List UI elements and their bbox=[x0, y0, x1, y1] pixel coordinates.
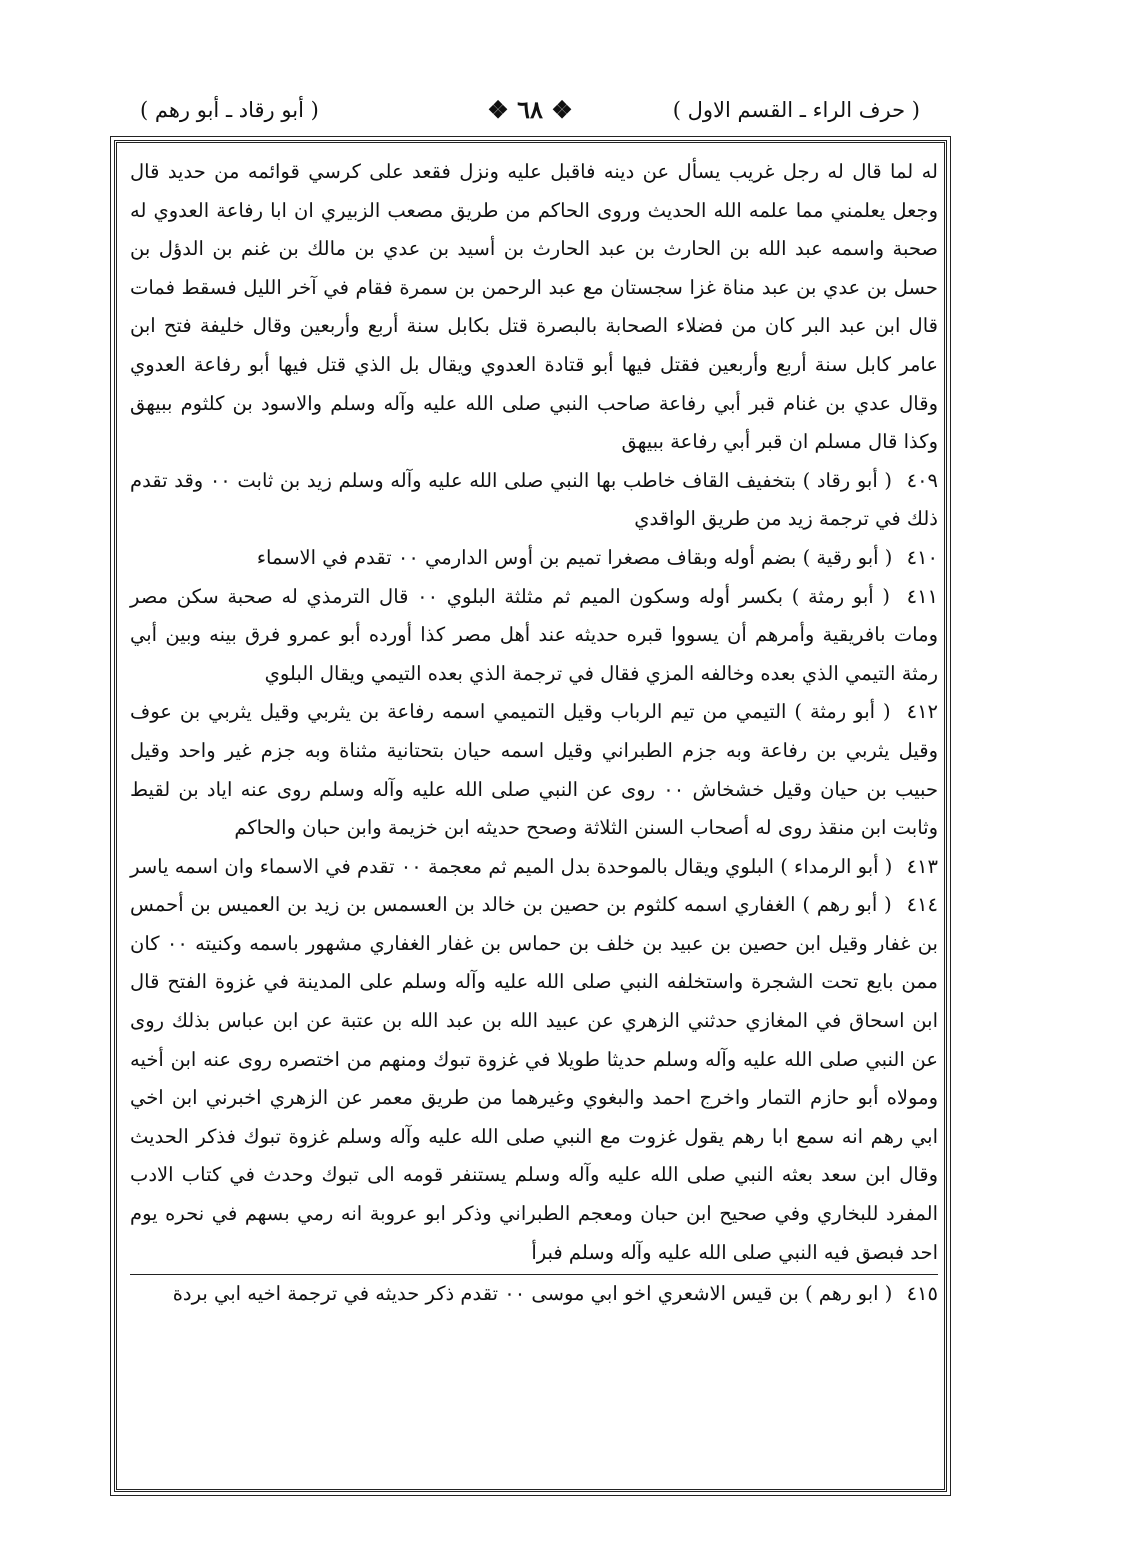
entry-number: ٤١٤ bbox=[906, 893, 938, 917]
entry-414 bbox=[130, 886, 938, 1272]
page-number: ❖ ٦٨ ❖ bbox=[487, 95, 573, 124]
continuation-paragraph: له لما قال له رجل غريب يسأل عن دينه فاقبل عليه ونزل فقعد على كرسي قوائمه من حديد قال وجعل يعلمني مما علمه الله الحديث وروى الحاكم من طريق مصعب الزبيري ان ابا رفاعة العدوي له صحبة واسمه عبد الله بن الحارث بن عبد الحارث بن أسيد بن عدي بن مالك بن غنم بن الدؤل بن حسل بن عدي بن عبد مناة غزا سجستان مع عبد الرحمن بن سمرة فقام في آخر الليل فسقط فمات قال ابن عبد البر كان من فضلاء الصحابة بالبصرة قتل بكابل سنة أربع وأربعين وقال خليفة فتح ابن عامر كابل سنة أربع وأربعين فقتل فيها أبو قتادة العدوي ويقال بل الذي قتل فيها أبو رفاعة العدوي وقال عدي بن غنام قبر أبي رفاعة صاحب النبي صلى الله عليه وآله وسلم والاسود بن كلثوم ببيهق وكذا قال مسلم ان قبر أبي رفاعة ببيهق bbox=[130, 160, 938, 454]
entry-415 bbox=[130, 1275, 938, 1314]
entry-number: ٤١٠ bbox=[906, 545, 938, 569]
entry-text: ( أبو رقاد ) بتخفيف القاف خاطب بها النبي صلى الله عليه وآله وسلم زيد بن ثابت ٠٠ وقد تقدم ذلك في ترجمة زيد من طريق الواقدي bbox=[130, 468, 938, 531]
entry-413 bbox=[130, 848, 938, 887]
page-header bbox=[140, 88, 920, 132]
entry-409 bbox=[130, 462, 938, 539]
entry-number: ٤٠٩ bbox=[906, 468, 939, 492]
entry-number: ٤١٣ bbox=[906, 854, 938, 878]
entry-text: ( ابو رهم ) بن قيس الاشعري اخو ابي موسى ٠٠ تقدم ذكر حديثه في ترجمة اخيه ابي بردة bbox=[172, 1282, 893, 1306]
entry-412 bbox=[130, 693, 938, 847]
entry-text: ( أبو رمثة ) التيمي من تيم الرباب وقيل التميمي اسمه رفاعة بن يثربي وقيل يثربي بن عوف وقيل يثربي بن رفاعة وبه جزم الطبراني وقيل اسمه حيان بتحتانية مثناة وبه جزم غير واحد وقيل حبيب بن حيان وقيل خشخاش ٠٠ روى عن النبي صلى الله عليه وآله وسلم روى عنه اياد بن لقيط وثابت ابن منقذ روى له أصحاب السنن الثلاثة وصحح حديثه ابن خزيمة وابن حبان والحاكم bbox=[130, 700, 938, 840]
chapter-title: ( حرف الراء ـ القسم الاول ) bbox=[672, 98, 920, 122]
entry-number: ٤١١ bbox=[906, 584, 939, 608]
main-text bbox=[130, 153, 938, 1314]
entry-text: ( أبو رهم ) الغفاري اسمه كلثوم بن حصين بن خالد بن العسمس بن زيد بن العميس بن أحمس بن غفار وقيل ابن حصين بن عبيد بن خلف بن حماس بن غفار الغفاري مشهور باسمه وكنيته ٠٠ كان ممن بايع تحت الشجرة واستخلفه النبي صلى الله عليه وآله وسلم على المدينة في غزوة الفتح قال ابن اسحاق في المغازي حدثني الزهري عن عبيد الله بن عبد الله بن عتبة عن ابن عباس بذلك روى عن النبي صلى الله عليه وآله وسلم حديثا طويلا في غزوة تبوك ومنهم من اختصره روى عنه ابن أخيه ومولاه أبو حازم التمار واخرج احمد والبغوي وغيرهما من طريق معمر عن الزهري اخبرني ابن اخي ابي رهم انه سمع ابا رهم يقول غزوت مع النبي صلى الله عليه وآله وسلم غزوة تبوك فذكر الحديث وقال ابن سعد بعثه النبي صلى الله عليه وآله وسلم يستنفر قومه الى تبوك وحدث في كتاب الادب المفرد للبخاري وفي صحيح ابن حبان ومعجم الطبراني وذكر ابو عروبة انه رمي بسهم في نحره يوم احد فبصق فيه النبي صلى الله عليه وآله وسلم فبرأ bbox=[130, 893, 938, 1264]
entry-411 bbox=[130, 578, 938, 694]
entry-text: ( أبو رقية ) بضم أوله وبقاف مصغرا تميم بن أوس الدارمي ٠٠ تقدم في الاسماء bbox=[256, 545, 893, 569]
entry-text: ( أبو رمثة ) بكسر أوله وسكون الميم ثم مثلثة البلوي ٠٠ قال الترمذي له صحبة سكن مصر ومات بافريقية وأمرهم أن يسووا قبره حديثه عند أهل مصر كذا أورده أبو عمرو فرق بينه وبين أبي رمثة التيمي الذي بعده وخالفه المزي فقال في ترجمة الذي بعده التيمي ويقال البلوي bbox=[130, 584, 938, 685]
entry-number: ٤١٥ bbox=[906, 1282, 938, 1306]
section-title: ( أبو رقاد ـ أبو رهم ) bbox=[140, 98, 319, 122]
entry-410 bbox=[130, 539, 938, 578]
entry-number: ٤١٢ bbox=[906, 700, 939, 724]
entry-text: ( أبو الرمداء ) البلوي ويقال بالموحدة بدل الميم ثم معجمة ٠٠ تقدم في الاسماء وان اسمه ياسر bbox=[130, 854, 893, 878]
